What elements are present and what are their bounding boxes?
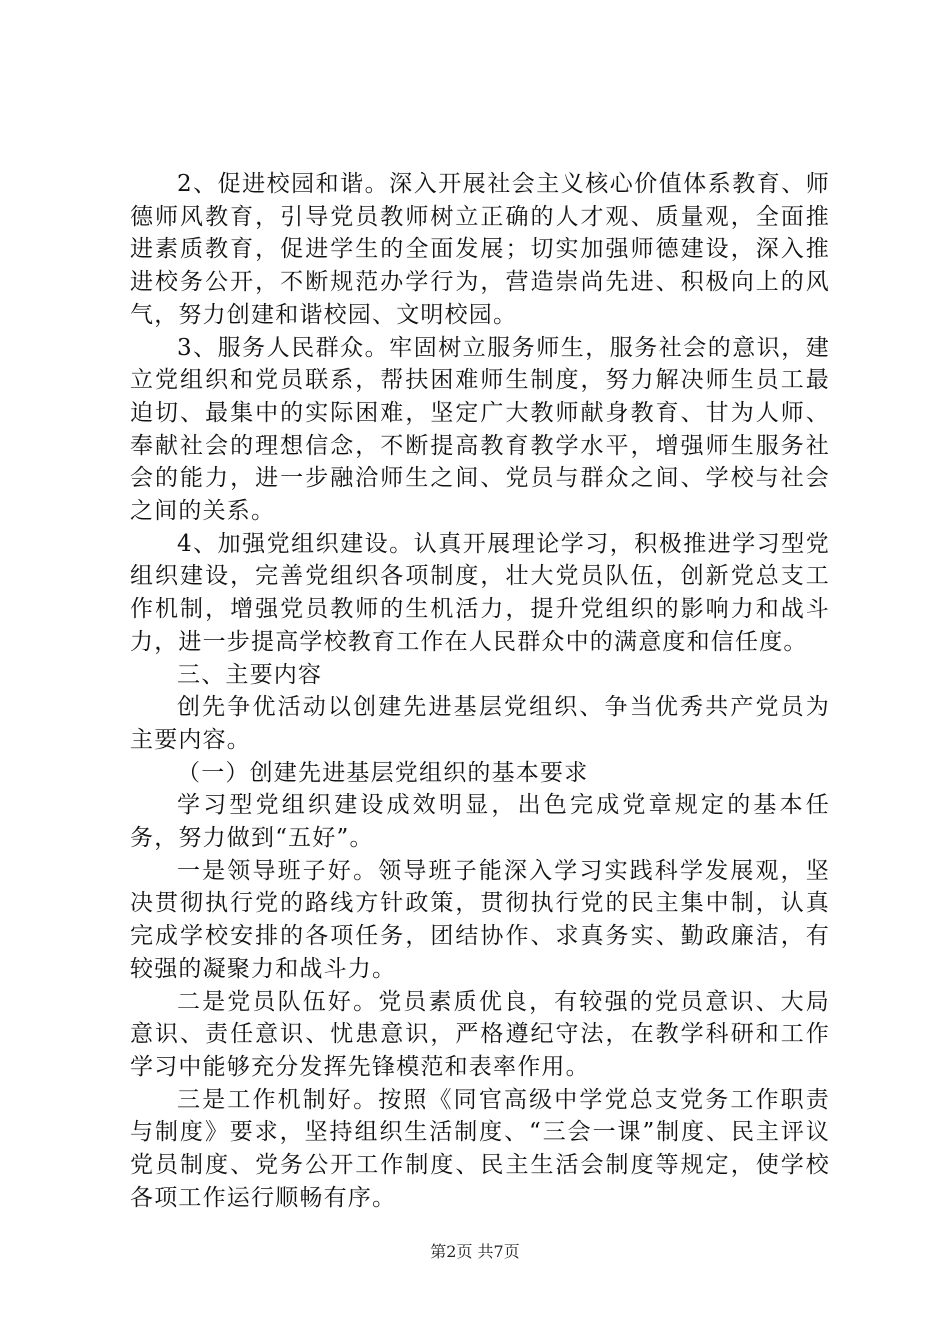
paragraph-work-mechanism: 三是工作机制好。按照《同官高级中学党总支党务工作职责与制度》要求，坚持组织生活制度、“三会一课”制度、民主评议党员制度、党务公开工作制度、民主生活会制度等规定，使学校各项工作运行顺畅有序。 [130, 1086, 830, 1211]
paragraph-main-content-intro: 创先争优活动以创建先进基层党组织、争当优秀共产党员为主要内容。 [130, 694, 830, 753]
document-body [130, 168, 830, 1215]
subsection-heading-basic-requirements: （一）创建先进基层党组织的基本要求 [177, 759, 589, 786]
section-heading-main-content: 三、主要内容 [177, 661, 323, 688]
paragraph-leadership-team: 一是领导班子好。领导班子能深入学习实践科学发展观，坚决贯彻执行党的路线方针政策，贯彻执行党的民主集中制，认真完成学校安排的各项任务，团结协作、求真务实、勤政廉洁，有较强的凝聚力和战斗力。 [130, 857, 830, 982]
paragraph-promote-harmony: 2、促进校园和谐。深入开展社会主义核心价值体系教育、师德师风教育，引导党员教师树立正确的人才观、质量观，全面推进素质教育，促进学生的全面发展；切实加强师德建设，深入推进校务公开，不断规范办学行为，营造崇尚先进、积极向上的风气，努力创建和谐校园、文明校园。 [130, 171, 830, 328]
paragraph-party-members: 二是党员队伍好。党员素质优良，有较强的党员意识、大局意识、责任意识、忧患意识，严格遵纪守法，在教学科研和工作学习中能够充分发挥先锋模范和表率作用。 [130, 988, 830, 1080]
paragraph-five-goods: 学习型党组织建设成效明显，出色完成党章规定的基本任务，努力做到“五好”。 [130, 792, 830, 852]
paragraph-serve-people: 3、服务人民群众。牢固树立服务师生，服务社会的意识，建立党组织和党员联系，帮扶困难师生制度，努力解决师生员工最迫切、最集中的实际困难，坚定广大教师献身教育、甘为人师、奉献社会的理想信念，不断提高教育教学水平，增强师生服务社会的能力，进一步融洽师生之间、党员与群众之间、学校与社会之间的关系。 [130, 334, 830, 525]
page-number-footer: 第2页 共7页 [430, 1242, 520, 1261]
paragraph-party-building: 4、加强党组织建设。认真开展理论学习，积极推进学习型党组织建设，完善党组织各项制度，壮大党员队伍，创新党总支工作机制，增强党员教师的生机活力，提升党组织的影响力和战斗力，进一步提高学校教育工作在人民群众中的满意度和信任度。 [130, 530, 830, 655]
